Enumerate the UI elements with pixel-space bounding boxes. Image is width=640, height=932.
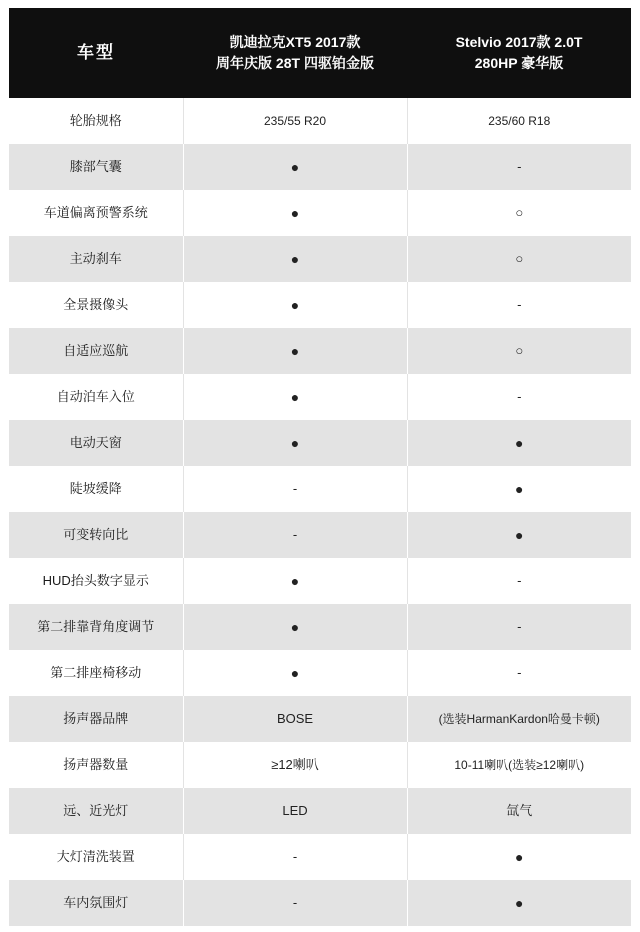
table-row — [9, 420, 631, 466]
table-row — [9, 466, 631, 512]
cell-vehicle-2: ● — [407, 834, 631, 880]
row-label: 远、近光灯 — [9, 788, 183, 834]
row-label: 主动刹车 — [9, 236, 183, 282]
cell-vehicle-2: - — [407, 374, 631, 420]
table-row — [9, 374, 631, 420]
row-label: 大灯清洗装置 — [9, 834, 183, 880]
cell-vehicle-1: LED — [183, 788, 407, 834]
cell-vehicle-2: ○ — [407, 190, 631, 236]
cell-vehicle-1: ● — [183, 236, 407, 282]
header-vehicle-2-line1: Stelvio 2017款 2.0T — [455, 34, 583, 50]
cell-vehicle-1: - — [183, 834, 407, 880]
cell-vehicle-1: ● — [183, 650, 407, 696]
row-label: 自适应巡航 — [9, 328, 183, 374]
table-row — [9, 144, 631, 190]
vehicle-comparison-table — [9, 8, 631, 926]
cell-vehicle-2: 10-11喇叭(选装≥12喇叭) — [407, 742, 631, 788]
cell-vehicle-1: ● — [183, 328, 407, 374]
cell-vehicle-1: - — [183, 880, 407, 926]
cell-vehicle-1: ● — [183, 420, 407, 466]
cell-vehicle-2: ● — [407, 880, 631, 926]
cell-vehicle-1: ● — [183, 558, 407, 604]
cell-vehicle-1: BOSE — [183, 696, 407, 742]
header-vehicle-2-line2: 280HP 豪华版 — [474, 55, 564, 71]
cell-vehicle-1: - — [183, 512, 407, 558]
row-label: 全景摄像头 — [9, 282, 183, 328]
cell-vehicle-1: ● — [183, 604, 407, 650]
header-vehicle-2 — [407, 8, 631, 98]
table-row — [9, 558, 631, 604]
header-vehicle-1-line1: 凯迪拉克XT5 2017款 — [229, 34, 361, 50]
header-vehicle-1 — [183, 8, 407, 98]
table-row — [9, 98, 631, 144]
cell-vehicle-1: ● — [183, 282, 407, 328]
table-row — [9, 834, 631, 880]
cell-vehicle-2: ● — [407, 512, 631, 558]
header-model: 车型 — [9, 8, 183, 98]
cell-vehicle-1: - — [183, 466, 407, 512]
header-row — [9, 8, 631, 98]
cell-vehicle-2: 235/60 R18 — [407, 98, 631, 144]
table-row — [9, 788, 631, 834]
row-label: 扬声器品牌 — [9, 696, 183, 742]
row-label: 可变转向比 — [9, 512, 183, 558]
cell-vehicle-2: - — [407, 558, 631, 604]
cell-vehicle-1: ● — [183, 374, 407, 420]
table-row — [9, 880, 631, 926]
cell-vehicle-1: ≥12喇叭 — [183, 742, 407, 788]
table-row — [9, 604, 631, 650]
row-label: 电动天窗 — [9, 420, 183, 466]
row-label: 膝部气囊 — [9, 144, 183, 190]
cell-vehicle-2: - — [407, 650, 631, 696]
row-label: 车道偏离预警系统 — [9, 190, 183, 236]
cell-vehicle-2: ● — [407, 466, 631, 512]
table-row — [9, 328, 631, 374]
row-label: 第二排靠背角度调节 — [9, 604, 183, 650]
table-row — [9, 696, 631, 742]
table-row — [9, 190, 631, 236]
cell-vehicle-1: 235/55 R20 — [183, 98, 407, 144]
cell-vehicle-1: ● — [183, 144, 407, 190]
table-row — [9, 512, 631, 558]
cell-vehicle-2: - — [407, 144, 631, 190]
cell-vehicle-2: ○ — [407, 328, 631, 374]
cell-vehicle-2: 氙气 — [407, 788, 631, 834]
cell-vehicle-2: (选装HarmanKardon哈曼卡顿) — [407, 696, 631, 742]
header-vehicle-1-line2: 周年庆版 28T 四驱铂金版 — [216, 55, 374, 71]
table-row — [9, 236, 631, 282]
table-row — [9, 282, 631, 328]
row-label: 第二排座椅移动 — [9, 650, 183, 696]
row-label: 轮胎规格 — [9, 98, 183, 144]
cell-vehicle-2: ○ — [407, 236, 631, 282]
row-label: 陡坡缓降 — [9, 466, 183, 512]
cell-vehicle-2: ● — [407, 420, 631, 466]
cell-vehicle-2: - — [407, 604, 631, 650]
table-row — [9, 650, 631, 696]
table-header — [9, 8, 631, 98]
row-label: HUD抬头数字显示 — [9, 558, 183, 604]
row-label: 扬声器数量 — [9, 742, 183, 788]
cell-vehicle-2: - — [407, 282, 631, 328]
cell-vehicle-1: ● — [183, 190, 407, 236]
table-body — [9, 98, 631, 926]
row-label: 自动泊车入位 — [9, 374, 183, 420]
table-row — [9, 742, 631, 788]
row-label: 车内氛围灯 — [9, 880, 183, 926]
